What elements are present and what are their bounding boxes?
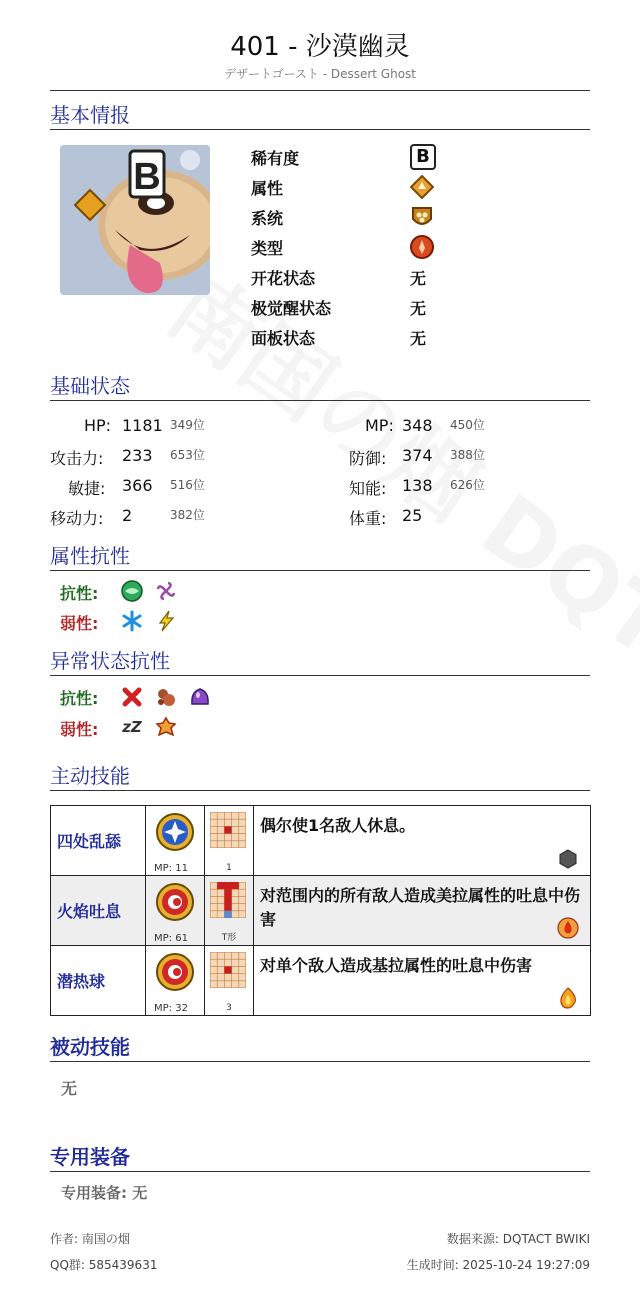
skill-name: 四处乱舔 [51, 806, 146, 876]
stat-move-rank: 382位 [170, 508, 205, 522]
element-resist-label: 抗性: [60, 584, 99, 603]
page-title: 401 - 沙漠幽灵 [230, 32, 410, 62]
poison-slime-icon [189, 686, 211, 708]
stat-int-value: 138 [402, 476, 433, 495]
footer-source: 数据来源: DQTACT BWIKI [446, 1232, 590, 1246]
stat-atk-rank: 653位 [170, 448, 205, 462]
status-resist-label: 抗性: [60, 689, 99, 708]
skill-mp: MP: 11 [154, 863, 188, 874]
skill-name: 火焰吐息 [51, 876, 146, 946]
info-label-element: 属性 [251, 179, 284, 198]
skill-name: 潜热球 [51, 946, 146, 1016]
footer-author: 作者: 南国の烟 [50, 1232, 130, 1246]
wind-icon [121, 580, 143, 602]
stat-int-label: 知能: [349, 479, 387, 498]
ice-icon [121, 610, 143, 632]
cross-seal-icon [121, 686, 143, 708]
attack-type-icon [410, 235, 434, 263]
stat-move-value: 2 [122, 506, 133, 525]
skill-range-label: T形 [221, 933, 237, 943]
stat-mp-value: 348 [402, 416, 433, 435]
skill-range-label: 3 [226, 1003, 232, 1013]
stat-agi-value: 366 [122, 476, 153, 495]
stat-def-label: 防御: [349, 449, 387, 468]
info-value-bloom: 无 [410, 269, 427, 288]
skill-mp: MP: 61 [154, 933, 188, 944]
title-divider [50, 90, 590, 91]
skill-description: 对范围内的所有敌人造成美拉属性的吐息中伤害 [254, 876, 591, 946]
section-active-skills-heading: 主动技能 [50, 764, 590, 791]
earth-element-icon [410, 175, 434, 203]
stat-int-rank: 626位 [450, 478, 485, 492]
stone-icon [155, 686, 177, 708]
skill-row[interactable] [51, 806, 591, 876]
skill-range-grid [205, 946, 254, 1016]
stat-hp-label: HP: [84, 416, 112, 435]
info-label-bloom: 开花状态 [251, 269, 316, 288]
stat-agi-rank: 516位 [170, 478, 205, 492]
skill-mp: MP: 32 [154, 1003, 188, 1014]
rarity-b-icon: B [410, 144, 436, 170]
red-breath-icon [146, 946, 205, 1016]
section-basic-heading: 基本情报 [50, 103, 590, 130]
skill-range-label: 1 [226, 863, 232, 873]
stat-move-label: 移动力: [50, 509, 104, 528]
red-breath-icon [146, 876, 205, 946]
skill-row[interactable] [51, 876, 591, 946]
stat-mp-rank: 450位 [450, 418, 485, 432]
footer-generated: 生成时间: 2025-10-24 19:27:09 [406, 1258, 590, 1272]
stat-hp-rank: 349位 [170, 418, 205, 432]
section-element-res-heading: 属性抗性 [50, 544, 590, 571]
footer-qq: QQ群: 585439631 [50, 1258, 158, 1272]
stat-weight-value: 25 [402, 506, 423, 525]
element-weak-label: 弱性: [60, 614, 99, 633]
info-value-panel: 无 [410, 329, 427, 348]
stat-def-rank: 388位 [450, 448, 485, 462]
info-label-awaken: 极觉醒状态 [251, 299, 332, 318]
passive-skills-value: 无 [61, 1079, 78, 1098]
section-status-res-heading: 异常状态抗性 [50, 649, 590, 676]
section-equipment-heading: 专用装备 [50, 1145, 590, 1172]
info-label-rarity: 稀有度 [251, 149, 300, 168]
blue-skill-icon [146, 806, 205, 876]
stat-weight-label: 体重: [349, 509, 387, 528]
active-skills-table [50, 805, 591, 1016]
info-label-panel: 面板状态 [251, 329, 316, 348]
stat-agi-label: 敏捷: [68, 479, 106, 498]
skill-row[interactable] [51, 946, 591, 1016]
skill-description: 对单个敌人造成基拉属性的吐息中伤害 [254, 946, 591, 1016]
skill-range-grid [205, 806, 254, 876]
sleep-icon: zZ [122, 718, 142, 736]
rank-letter: B [133, 156, 161, 198]
stat-hp-value: 1181 [122, 416, 163, 435]
info-label-family: 系统 [251, 209, 284, 228]
skill-description: 偶尔使1名敌人休息。 [254, 806, 591, 876]
flame-icon [557, 987, 579, 1009]
skill-range-grid [205, 876, 254, 946]
stat-def-value: 374 [402, 446, 433, 465]
beast-family-icon [410, 205, 434, 233]
stat-atk-value: 233 [122, 446, 153, 465]
neutral-hex-icon [558, 849, 578, 869]
page-subtitle: デザートゴースト - Dessert Ghost [223, 67, 417, 81]
dark-swirl-icon [155, 580, 177, 602]
dessert-ghost-portrait [60, 145, 210, 295]
stat-mp-label: MP: [365, 416, 394, 435]
section-passive-skills-heading: 被动技能 [50, 1035, 590, 1062]
status-weak-label: 弱性: [60, 720, 99, 739]
stat-atk-label: 攻击力: [50, 449, 104, 468]
lightning-icon [155, 610, 177, 632]
fire-icon [557, 917, 579, 939]
confuse-icon [155, 716, 177, 738]
info-label-type: 类型 [251, 239, 284, 258]
equipment-value: 专用装备: 无 [61, 1184, 148, 1202]
info-value-awaken: 无 [410, 299, 427, 318]
section-stats-heading: 基础状态 [50, 374, 590, 401]
